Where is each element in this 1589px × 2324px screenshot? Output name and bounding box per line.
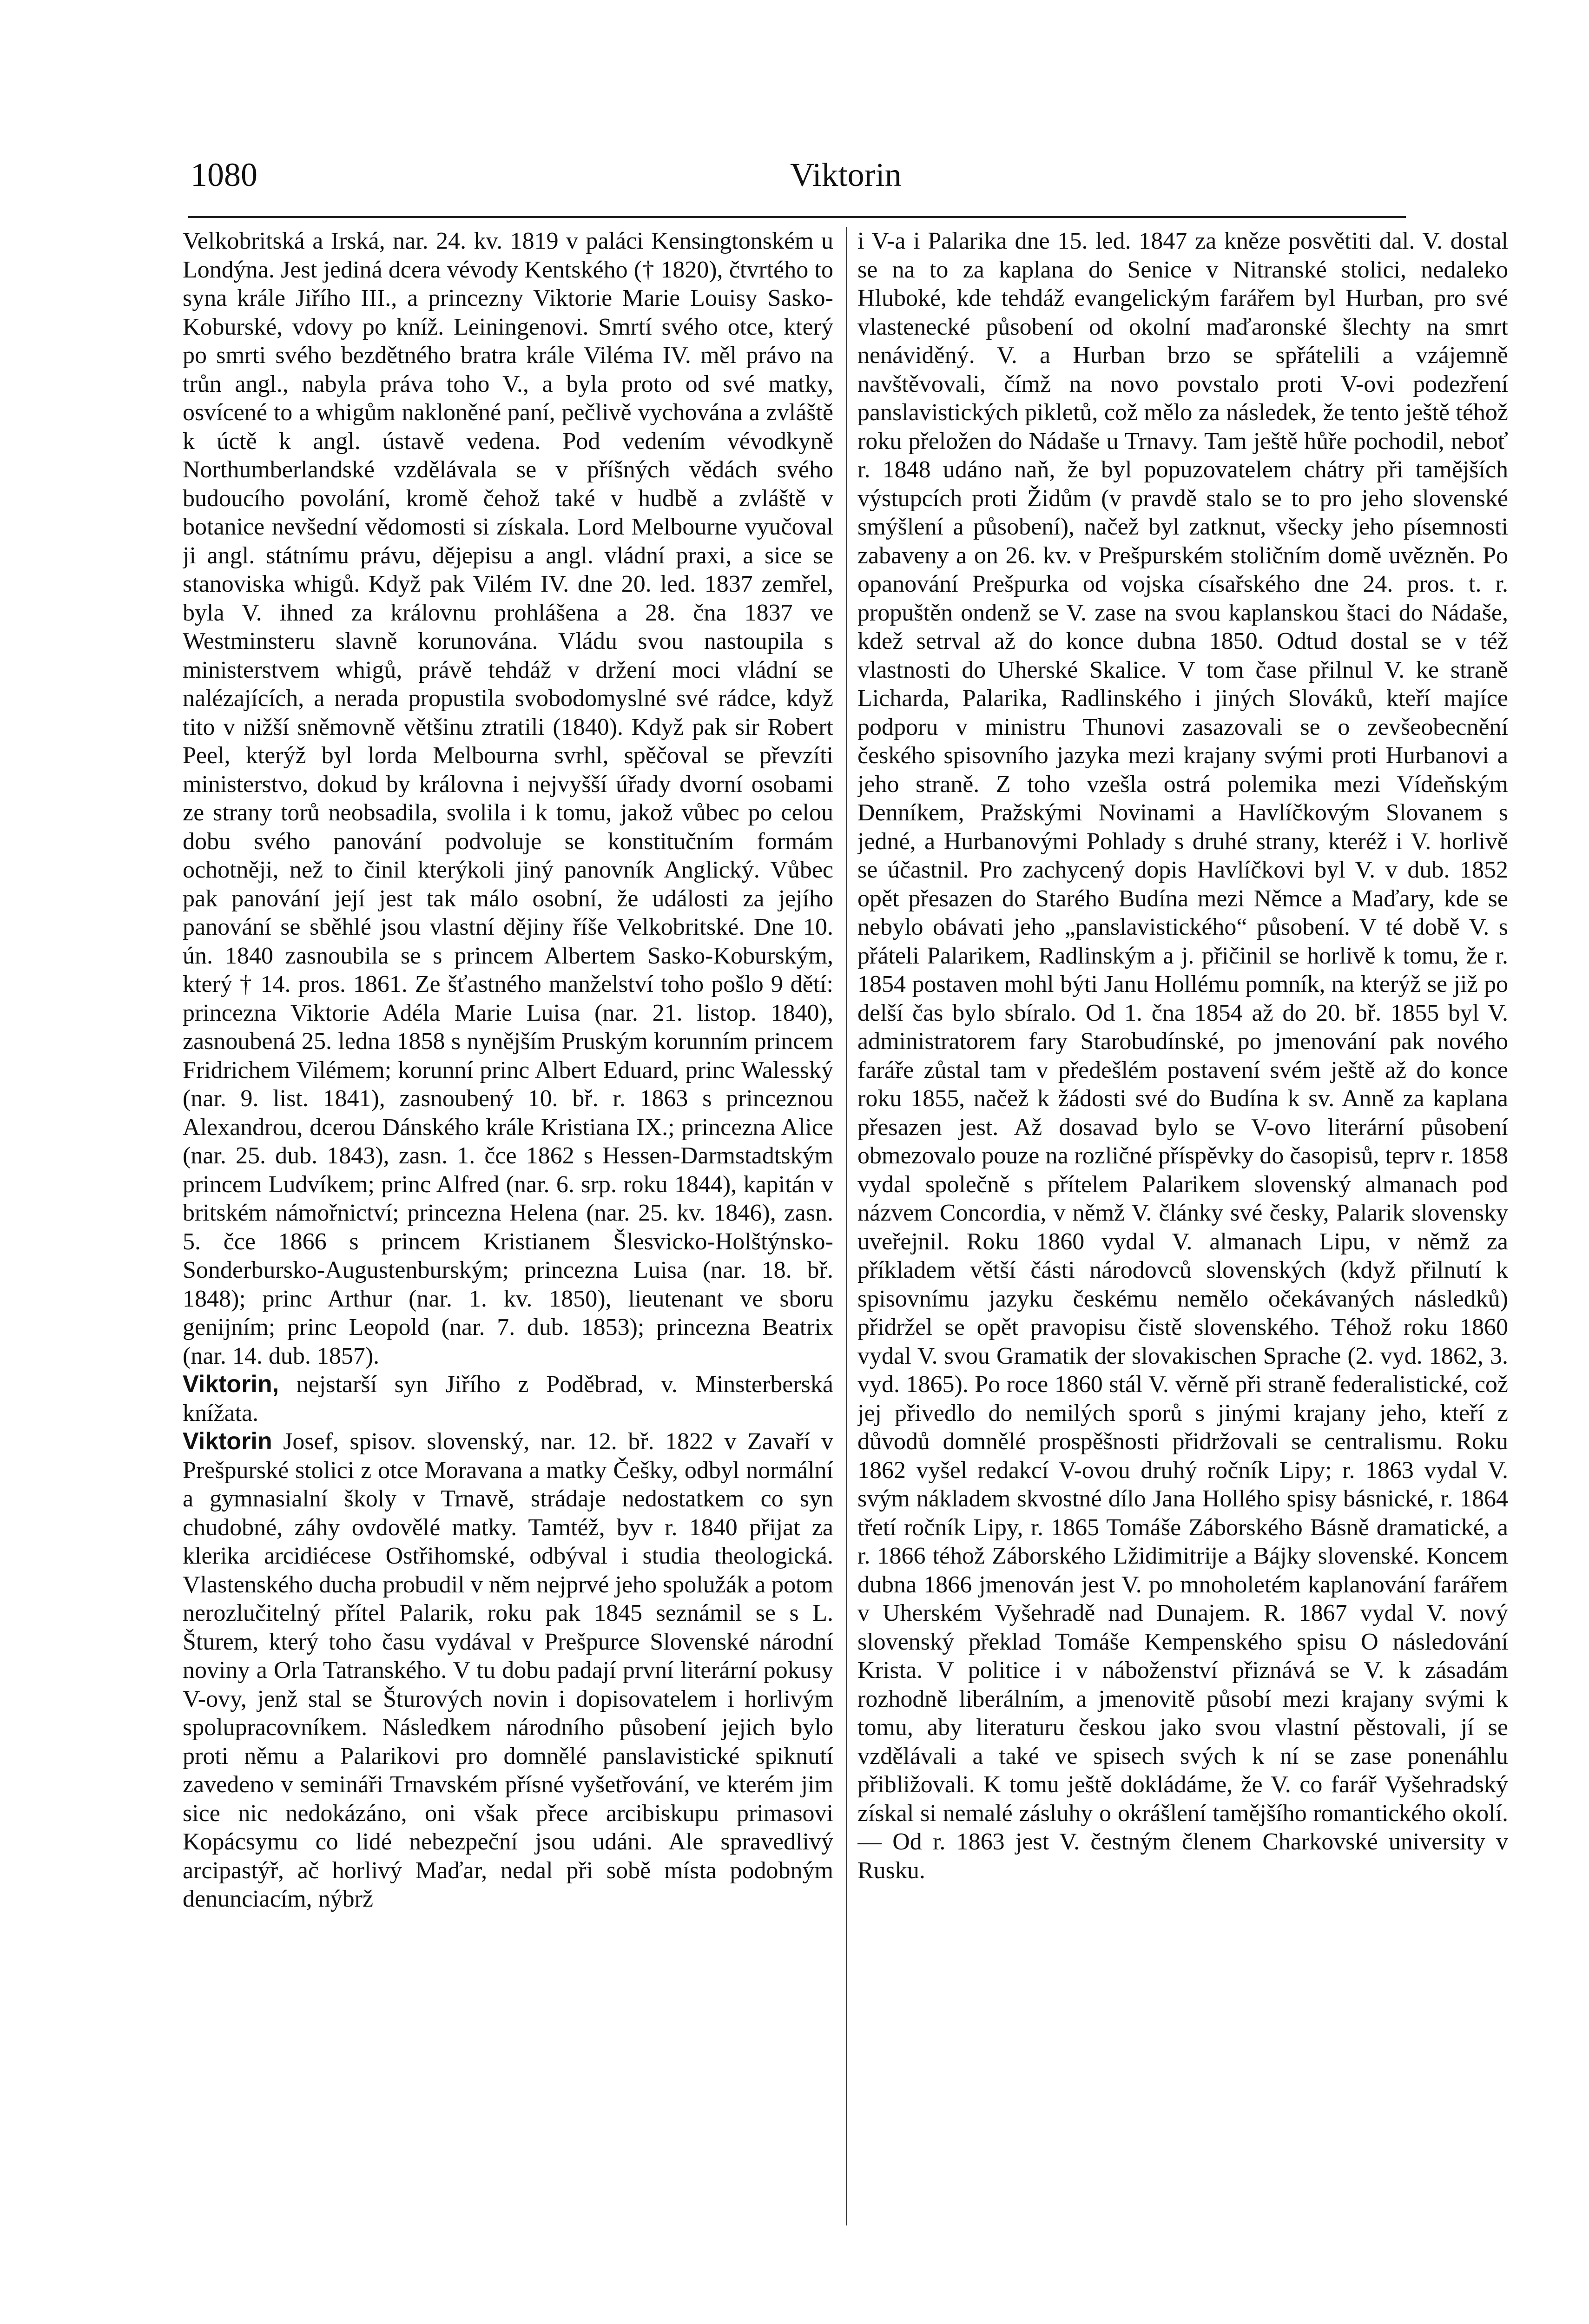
entry-headword: Viktorin (183, 1428, 272, 1455)
entry-viktorin-josef (183, 1427, 833, 1914)
entry-text: Josef, spisov. slovenský, nar. 12. bř. 1822 v Zavaří v Prešpurské stolici z otce Moravana a matky Češky, odbyl normální a gymnasialní školy v Trnavě, strádaje nedostatkem co syn chudobné, záhy ovdovělé matky. Tamtéž, byv r. 1840 přijat za klerika arcidiécese Ostřihomské, odbýval i studia theologická. Vlastenského ducha probudil v něm nejprvé jeho spolužák a potom nerozlučitelný přítel Palarik, roku pak 1845 seznámil se s L. Šturem, který toho času vydával v Prešpurce Slovenské národní noviny a Orla Tatranského. V tu dobu padají první literární pokusy V-ovy, jenž stal se Šturových novin i dopisovatelem i horlivým spolupracovníkem. Následkem národního působení jejich bylo proti němu a Palarikovi pro domnělé panslavistické spiknutí zavedeno v semináři Trnavském přísné vyšetřování, ve kterém jim sice nic nedokázáno, oni však přece arcibiskupu primasovi Kopácsymu co lidé nebezpeční jsou udáni. Ale spravedlivý arcipastýř, ač horlivý Maďar, nedal při sobě místa podobným denunciacím, nýbrž (183, 1428, 833, 1912)
column-divider (846, 227, 847, 2225)
header-rule (188, 216, 1406, 218)
entry-viktorie-continuation: Velkobritská a Irská, nar. 24. kv. 1819 v paláci Kensingtonském u Londýna. Jest jediná dcera vévody Kentského († 1820), čtvrtého to syna krále Jiřího III., a princezny Viktorie Marie Louisy Sasko-Koburské, vdovy po kníž. Leiningenovi. Smrtí svého otce, který po smrti svého bezdětného bratra krále Viléma IV. měl právo na trůn angl., nabyla práva toho V., a byla proto od své matky, osvícené to a whigům nakloněné paní, pečlivě vychována a zvláště k úctě k angl. ústavě vedena. Pod vedením vévodkyně Northumberlandské vzdělávala se v příšných vědách svého budoucího povolání, kromě čehož také v hudbě a zvláště v botanice nevšední vědomosti si získala. Lord Melbourne vyučoval ji angl. státnímu právu, dějepisu a angl. vládní praxi, a sice se stanoviska whigů. Když pak Vilém IV. dne 20. led. 1837 zemřel, byla V. ihned za královnu prohlášena a 28. čna 1837 ve Westminsteru slavně korunována. Vládu svou nastoupila s ministerstvem whigů, právě tehdáž v držení moci vládní se nalézajících, a nerada propustila svobodomyslné své rádce, když tito v nižší sněmovně většinu ztratili (1840). Když pak sir Robert Peel, kterýž byl lorda Melbourna svrhl, spěčoval se převzíti ministerstvo, dokud by královna i nejvyšší úřady dvorní osobami ze strany torů neobsadila, svolila i k tomu, jakož vůbec po celou dobu svého panování podvoluje se konstitučním formám ochotněji, než to činil kterýkoli jiný panovník Anglický. Vůbec pak panování její jest tak málo osobní, že události za jejího panování se sběhlé jsou vlastní dějiny říše Velkobritské. Dne 10. ún. 1840 zasnoubila se s princem Albertem Sasko-Koburským, který † 14. pros. 1861. Ze šťastného manželství toho pošlo 9 dětí: princezna Viktorie Adéla Marie Luisa (nar. 21. listop. 1840), zasnoubená 25. ledna 1858 s nynějším Pruským korunním princem Fridrichem Vilémem; korunní princ Albert Eduard, princ Walesský (nar. 9. list. 1841), zasnoubený 10. bř. r. 1863 s princeznou Alexandrou, dcerou Dánského krále Kristiana IX.; princezna Alice (nar. 25. dub. 1843), zasn. 1. čce 1862 s Hessen-Darmstadtským princem Ludvíkem; princ Alfred (nar. 6. srp. roku 1844), kapitán v britském námořnictví; princezna Helena (nar. 25. kv. 1846), zasn. 5. čce 1866 s princem Kristianem Šlesvicko-Holštýnsko-Sonderbursko-Augustenburským; princezna Luisa (nar. 18. bř. 1848); princ Arthur (nar. 1. kv. 1850), lieutenant ve sboru genijním; princ Leopold (nar. 7. dub. 1853); princezna Beatrix (nar. 14. dub. 1857). (183, 228, 833, 1369)
right-column (857, 227, 1508, 2249)
page-number: 1080 (191, 156, 257, 193)
entry-headword: Viktorin, (183, 1371, 279, 1398)
entry-text: nejstarší syn Jiřího z Poděbrad, v. Minsterberská knížata. (183, 1371, 833, 1426)
entry-viktorin-1 (183, 1370, 833, 1427)
running-head: Viktorin (790, 156, 902, 193)
left-column (183, 227, 833, 2249)
entry-viktorin-josef-continuation: i V-a i Palarika dne 15. led. 1847 za kněze posvětiti dal. V. dostal se na to za kaplana do Senice v Nitranské stolici, nedaleko Hluboké, kde tehdáž evangelickým farářem byl Hurban, pro své vlastenecké působení od okolní maďaronské šlechty na smrt nenáviděný. V. a Hurban brzo se spřátelili a vzájemně navštěvovali, čímž na novo povstalo proti V-ovi podezření panslavistických pikletů, což mělo za následek, že tento ještě téhož roku přeložen do Nádaše u Trnavy. Tam ještě hůře pochodil, neboť r. 1848 udáno naň, že byl popuzovatelem chátry při tamějších výstupcích proti Židům (v pravdě stalo se to pro jeho slovenské smýšlení a působení), načež byl zatknut, všecky jeho písemnosti zabaveny a on 26. kv. v Prešpurském stoličním domě uvězněn. Po opanování Prešpurka od vojska císařského dne 24. pros. t. r. propuštěn ondenž se V. zase na svou kaplanskou štaci do Nádaše, kdež setrval až do konce dubna 1850. Odtud dostal se v též vlastnosti do Uherské Skalice. V tom čase přilnul V. ke straně Licharda, Palarika, Radlinského i jiných Slováků, kteří majíce podporu v ministru Thunovi zasazovali se o zevšeobecnění českého spisovního jazyka mezi krajany svými proti Hurbanovi a jeho straně. Z toho vzešla ostrá polemika mezi Vídeňským Denníkem, Pražskými Novinami a Havlíčkovým Slovanem s jedné, a Hurbanovými Pohlady s druhé strany, kteréž i V. horlivě se účastnil. Pro zachycený dopis Havlíčkovi byl V. v dub. 1852 opět přesazen do Starého Budína mezi Němce a Maďary, kde se nebylo obávati jeho „panslavistického“ působení. V té době V. s přáteli Palarikem, Radlinským a j. přičinil se horlivě k tomu, že r. 1854 postaven mohl býti Janu Hollému pomník, na kterýž se již po delší čas bylo sbíralo. Od 1. čna 1854 až do 20. bř. 1855 byl V. administratorem fary Starobudínské, po jmenování pak nového faráře zůstal tam v předešlém postavení svém ještě až do konce roku 1855, načež k žádosti své do Budína k sv. Anně za kaplana přesazen jest. Až dosavad bylo se V-ovo literární působení obmezovalo pouze na rozličné příspěvky do časopisů, teprv r. 1858 vydal společně s přítelem Palarikem slovenský almanach pod názvem Concordia, v němž V. články své česky, Palarik slovensky uveřejnil. Roku 1860 vydal V. almanach Lipu, v němž za příkladem větší části národovců slovenských (když přilnutí k spisovnímu jazyku českému nemělo očekávaných následků) přidržel se opět pravopisu čistě slovenského. Téhož roku 1860 vydal V. svou Gramatik der slovakischen Sprache (2. vyd. 1862, 3. vyd. 1865). Po roce 1860 stál V. věrně při straně federalistické, což jej přivedlo do nemilých sporů s jinými krajany jeho, kteří z důvodů domnělé prospěšnosti přidržovali se centralismu. Roku 1862 vyšel redakcí V-ovou druhý ročník Lipy; r. 1863 vydal V. svým nákladem skvostné dílo Jana Hollého spisy básnické, r. 1864 třetí ročník Lipy, r. 1865 Tomáše Záborského Básně dramatické, a r. 1866 téhož Záborského Lžidimitrije a Bájky slovenské. Koncem dubna 1866 jmenován jest V. po mnoholetém kaplanování farářem v Uherském Vyšehradě nad Dunajem. R. 1867 vydal V. nový slovenský překlad Tomáše Kempenského spisu O následování Krista. V politice i v náboženství přiznává se V. k zásadám rozhodně liberálním, a jmenovitě působí mezi krajany svými k tomu, aby literaturu českou jako svou vlastní pěstovali, jí se vzdělávali a také ve spisech svých k ní se zase ponenáhlu přibližovali. K tomu ještě dokládáme, že V. co farář Vyšehradský získal si nemalé zásluhy o okrášlení tamějšího romantického okolí. — Od r. 1863 jest V. čestným členem Charkovské university v Rusku. (857, 228, 1508, 1884)
